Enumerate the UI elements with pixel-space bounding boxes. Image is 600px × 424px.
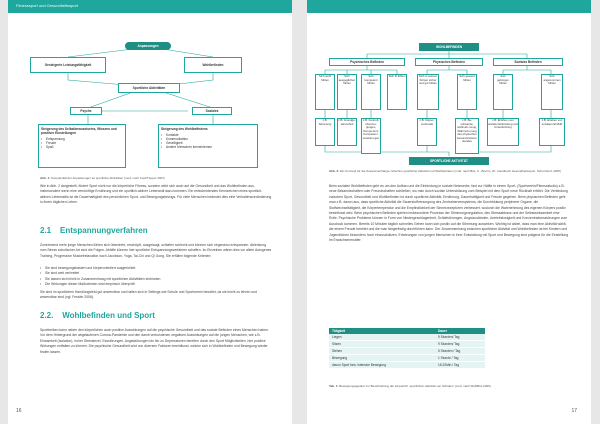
list-item: • Kontakte [161,133,255,137]
diagram-leaf: z.B. Grundge-stimmtheit [337,118,357,146]
section-title: Wohlbefinden und Sport [62,311,155,320]
table-header: Dauer [435,328,485,334]
list-item: • Kommunikation [161,137,255,141]
diagram-leaf: Sich fit fühlen [387,74,407,110]
caption-label: Abb. 2: [329,169,340,173]
page-number: 17 [571,408,577,414]
connector [325,146,551,156]
section-paragraph: Zunehmend mehr junge Menschen fühlen sich überdreht, erschöpft, ausgelaugt, schlafen schlecht und können sich nirgendwo entspannen. Ablenkung vom Stress schulischer Art sind die Folgen. Abhilfe können hier sportliche Entspannungsverfahren schaffen. Im Einzelnen wären dies vor allem Autogenes Training, Progressive Muskelrelaxation nach Jacobson, Yoga, Tai-Chi und Qi Gong. Sie erfüllen folgende Kriterien: [40,243,272,258]
diagram-leaf: z.B. Erleben von sozialem Einfluß [539,118,565,146]
connector [88,92,133,108]
table-cell: 5 Stunden / Tag [435,348,485,355]
list-item: • Andere Menschen kennenlernen [161,145,255,149]
section-title: Entspannungverfahren [60,226,148,235]
diagram-node-physisches-befinden: Physisches Befinden [415,58,483,66]
intro-paragraph: Wie in Abb. 2 dargestellt, fördert Sport nicht nur die körperliche Fitness, sondern wirkt sich auch auf die Gesundheit und das Wohlbefinden aus, insbesondere wenn eine vernünftige Ernährung und ein sportlich-aktiver Lebensstil dazu kommen. Ein entscheidendes Kennzeichen eines sportlich-aktiven Lebensstils ist die Dauerhaftigkeit des persönlichen Sport- und Bewegungsbezugs. Für viele Menschen bedeutet dies eine Verhaltensveränderung in ihrem täglichen Leben. [40,184,272,205]
diagram-leaf: Sich in seinem Körper sicher und gut fühlen [417,74,439,110]
diagram-node-psyche: Psyche [70,107,102,115]
diagram-node-leistungsfaehigkeit: Gesteigerte Leistungsfähigkeit [30,57,106,73]
section-paragraph: Sie sind im sportlichen Handlungsfeld gut anwendbar und halten sich in Settings wie Schule und Sportverein bewährt, da sie leicht zu lehren und anwendbar sind (vgl. Fessler 2006). [40,290,257,300]
diagram-node-psychisches-befinden: Psychisches Befinden [329,58,405,66]
diagram-leaf: z.B. Stimmung [315,118,335,146]
page-number: 16 [16,408,22,414]
table-cell: 1 Stunde / Tag [435,355,485,362]
box-title: Steigerung des Selbstbewusstseins, Wissens und positiver Einstellungen [41,127,117,135]
body-paragraph: Beim sozialen Wohlbefinden geht es um den Aufbau und die Einbindung in soziale Netzwerke, fast zur Hälfte in einem Sport- (Sportverein/Fitnessstudio) z.B. neue Bekanntschaften oder Freundschaften schließen, wo man durch soziale Unterstützung zum Beispiel mit dem Sport neue Rückhalt erfährt. Die Verbindung zwischen Sport, Gesundheit und Wohlbefinden ist durch sportliche Aktivität, Ernährung, Dauerhaftigkeit und Freude gegeben. Beim physischen Befinden geht man z.B. davon aus, dass sportliche Aktivität die Sauerstoffversorgung des Zentralnervensystems, die Durchblutung peripherer Organe, die Stoffwechseltätigkeit, die Körpertemperatur und die Empfindlichkeit der Sinnesrezeptoren verbessert, wodurch die Wahrnehmung des eigenen Körpers positiv beeinflusst wird. Beim psychischen Befinden spielen insbesondere Prozesse der Stimmungsregulation, des Stressabbaus und der Selbstwirksamkeit eine Rolle. Psychische Probleme können in Form von Niedergeschlagenheit, Schlafstörungen, Angstzuständen, Antriebslosigkeit und Konzentrationsstörungen zum Ausdruck kommen. Bereits 10 Minuten täglich schnelles Gehen kann sich positiv auf die Stimmung auswirken. Wichtig ist dabei, dass man eine Aktivität wählt, die einem Freude bereitet und die man längerfristig durchführen kann. Der Zusammenhang zwischen sportlicher Aktivität und Wohlbefinden ist bei Kindern und Jugendlichen besonders hoch einzuschätzen. Erfahrungen von jungen Menschen in ihrer Entwicklung mit Sport und Bewegung sind prägend für die Einstellung im Erwachsenenalter. [329,184,569,243]
box-list [41,137,123,149]
table-cell: Bewegung [329,355,435,362]
table-cell: 9 Stunden/ Tag [435,334,485,341]
connector [367,50,527,58]
diagram-node-sportliche-aktivitaeten: Sportliche Aktivitäten [118,83,180,93]
section-heading-2-2 [40,311,155,320]
connector [68,49,133,57]
criteria-list [40,266,272,288]
list-item: • Freude [41,141,123,145]
section-number: 2.1 [40,226,52,235]
list-item: • Entspannung [41,137,123,141]
right-page [307,0,591,424]
diagram-leaf: z.B. Be-schwerde-wahrneh-mung, Wahrneh-mung des physischen Gesund-heitszu-standes [455,118,479,154]
figure-caption [329,169,569,173]
diagram-leaf: Sich angenommen fühlen [541,74,563,110]
running-header: Fitnesssport und Gesundheitssport [16,3,79,8]
caption-label: Tab. 1: [329,384,339,388]
diagram-node-wohlbefinden: Wohlbefinden [184,57,242,73]
table-cell: davon Sport bzw. intensive Bewegung [329,362,435,369]
diagram-leaf: z.B. Erfahren von sozialer Einbindung und Unterstützung [487,118,519,146]
table-cell: 9 Stunden/ Tag [435,341,485,348]
box-title: Steigerung des Wohlbefindens [161,127,208,131]
box-list [161,133,255,149]
diagram-box-psyche-details [38,124,126,168]
list-item: • Geselligkeit [161,141,255,145]
table-cell: 15-20Min./ Tag [435,362,485,369]
table-row [329,348,485,355]
diagram-node-soziales-befinden: Soziales Befinden [493,58,563,66]
caption-label: Abb. 1: [40,176,51,180]
table-caption [329,384,569,388]
diagram-node-anpassungen: Anpassungen [125,42,171,50]
list-item: • Spaß [41,145,123,149]
connector [427,66,467,74]
list-item: • Sie lassen sich leicht in Zusammenhang mit sportlichen Aktivitäten einbinden [40,277,272,282]
diagram-leaf: Sich wohl fühlen [315,74,335,110]
activity-table [329,328,485,369]
connector [503,66,551,74]
table-row [329,341,485,348]
section-paragraph: Sporttreiben kann neben den körperlichen auch positive Auswirkungen auf die psychische Gesundheit und das soziale Befinden eines Menschen haben. Vor dem Hintergrund der abgelaufenen Corona-Pandemie und den damit verbundenen negativen Auswirkungen auf die jungen Menschen, wie z.B. Einsamkeit (Isolation), hoher Stresslevel, Essstörungen, Angststörungen bis hin zu Depressionen bereiten durch den Sport Möglichkeiten, hier positive Wirkungen entfalten zu können. Die psychische Gesundheit wird von diversen Faktoren beeinflusst, welche sich in Wohlbefinden und Bewegung wieder finden lassen. [40,328,269,354]
table-cell: Sitzen [329,341,435,348]
connector [325,66,397,74]
figure-caption [40,176,270,180]
diagram-node-wohlbefinden: WOHLBEFINDEN [419,43,479,51]
list-item: • Sie sind weit verbreitet [40,271,272,276]
diagram-leaf: Sich ausgeglichen fühlen [337,74,357,110]
diagram-leaf: z.B. Körper-merkmale [417,118,437,146]
diagram-leaf: Sich kompetent fühlen [361,74,381,110]
table-row [329,355,485,362]
caption-text: Komplexität der Anpassungen an sportliche Aktivitäten (mod. nach Kopf/Töpper 2007) [51,176,165,180]
table-header: Tätigkeit [329,328,435,334]
section-heading-2-1 [40,226,148,235]
caption-text: Bewegungsgeplant zur Beschreibung der körperlich -sportlichen Aktivität von Schülern (mod. nach Woll/Bös 2006) [339,384,491,388]
diagram-box-soziales-details [158,124,258,168]
diagram-leaf: Sich geborgen fühlen [493,74,513,110]
list-item: • Sie sind bewegungsbasiert und körperorientiert ausgerichtet [40,266,272,271]
diagram-node-sportliche-aktivitaet: SPORTLICHE AKTIVITÄT [409,157,489,165]
list-item: • Die Wirkungen dieser Maßnahmen sind empirisch überprüft [40,282,272,287]
table-cell: Stehen [329,348,435,355]
diagram-leaf: Sich gesund fühlen [457,74,477,110]
section-number: 2.2. [40,311,54,320]
connector [325,110,551,118]
table-row [329,362,485,369]
diagram-node-soziales: Soziales [192,107,232,115]
diagram-leaf: z.B. Kontroll-überzeu-gungen, Kompe-tenz, Kompetenz-erwartun-gen [361,118,381,154]
table-cell: Liegen [329,334,435,341]
connector [163,92,213,108]
connector [163,49,213,57]
left-page [8,0,292,424]
caption-text: Ein Konzept für die Zusammenhänge zwischen sportlicher Aktivität und Wohlbefinden (mod. nach Bös, K., Brehm, W.: Handbuch Gesundheitssport, Schorndorf, 2006) [340,169,561,173]
